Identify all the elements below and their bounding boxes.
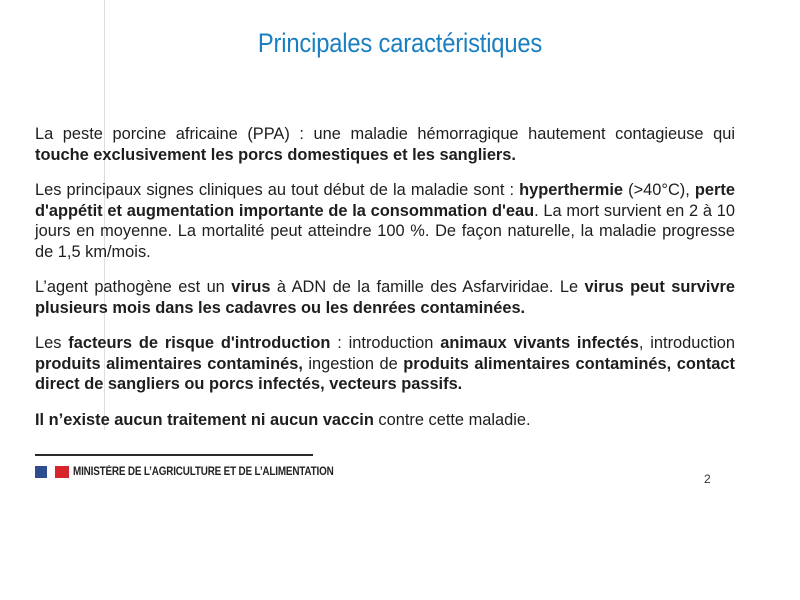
text-run: Les principaux signes cliniques au tout début de la maladie sont : (35, 181, 520, 199)
text-run: , introduction (638, 334, 735, 352)
french-flag-logo (35, 466, 69, 478)
paragraph-no-treatment (35, 410, 735, 431)
slide-title: Principales caractéristiques (257, 28, 543, 58)
bold-text-run: produits alimentaires contaminés, contact direct de sangliers ou porcs infectés, vecteurs passifs. (35, 354, 735, 393)
flag-white-stripe (47, 466, 55, 478)
slide-body (35, 124, 735, 445)
paragraph-definition (35, 124, 735, 165)
bold-text-run: virus peut survivre plusieurs mois dans les cadavres ou les denrées contaminées. (35, 278, 736, 317)
text-run: à ADN de la famille des Asfarviridae. Le (270, 278, 585, 296)
text-run: Les (35, 334, 69, 352)
text-run: La peste porcine africaine (PPA) : une maladie hémorragique hautement contagieuse qui (35, 125, 735, 143)
text-run: (>40°C), (623, 181, 695, 199)
flag-red-stripe (55, 466, 69, 478)
ministry-name: MINISTÈRE DE L’AGRICULTURE ET DE L’ALIMENTATION (73, 466, 334, 478)
paragraph-risk-factors (35, 333, 735, 395)
footer-divider (35, 454, 313, 456)
bold-text-run: perte d'appétit et augmentation importante de la consommation d'eau (35, 181, 736, 220)
bold-text-run: produits alimentaires contaminés, (35, 354, 303, 373)
bold-text-run: virus (231, 278, 271, 296)
text-run: ingestion de (302, 354, 404, 373)
bold-text-run: facteurs de risque d'introduction (68, 334, 331, 352)
text-run: L’agent pathogène est un (35, 278, 232, 296)
page-number: 2 (704, 472, 711, 486)
bold-text-run: hyperthermie (519, 181, 624, 199)
bold-text-run: animaux vivants infectés (440, 334, 639, 352)
text-run: : introduction (330, 334, 441, 352)
text-run: contre cette maladie. (373, 410, 531, 429)
paragraph-pathogen (35, 277, 735, 318)
bold-text-run: touche exclusivement les porcs domestiques et les sangliers. (35, 145, 516, 164)
bold-text-run: Il n’existe aucun traitement ni aucun vaccin (35, 410, 374, 429)
flag-blue-stripe (35, 466, 47, 478)
paragraph-clinical-signs (35, 180, 735, 262)
text-run: . La mort survient en 2 à 10 jours en moyenne. La mortalité peut atteindre 100 %. De façon naturelle, la maladie progresse de 1,5 km/mois. (35, 201, 735, 261)
